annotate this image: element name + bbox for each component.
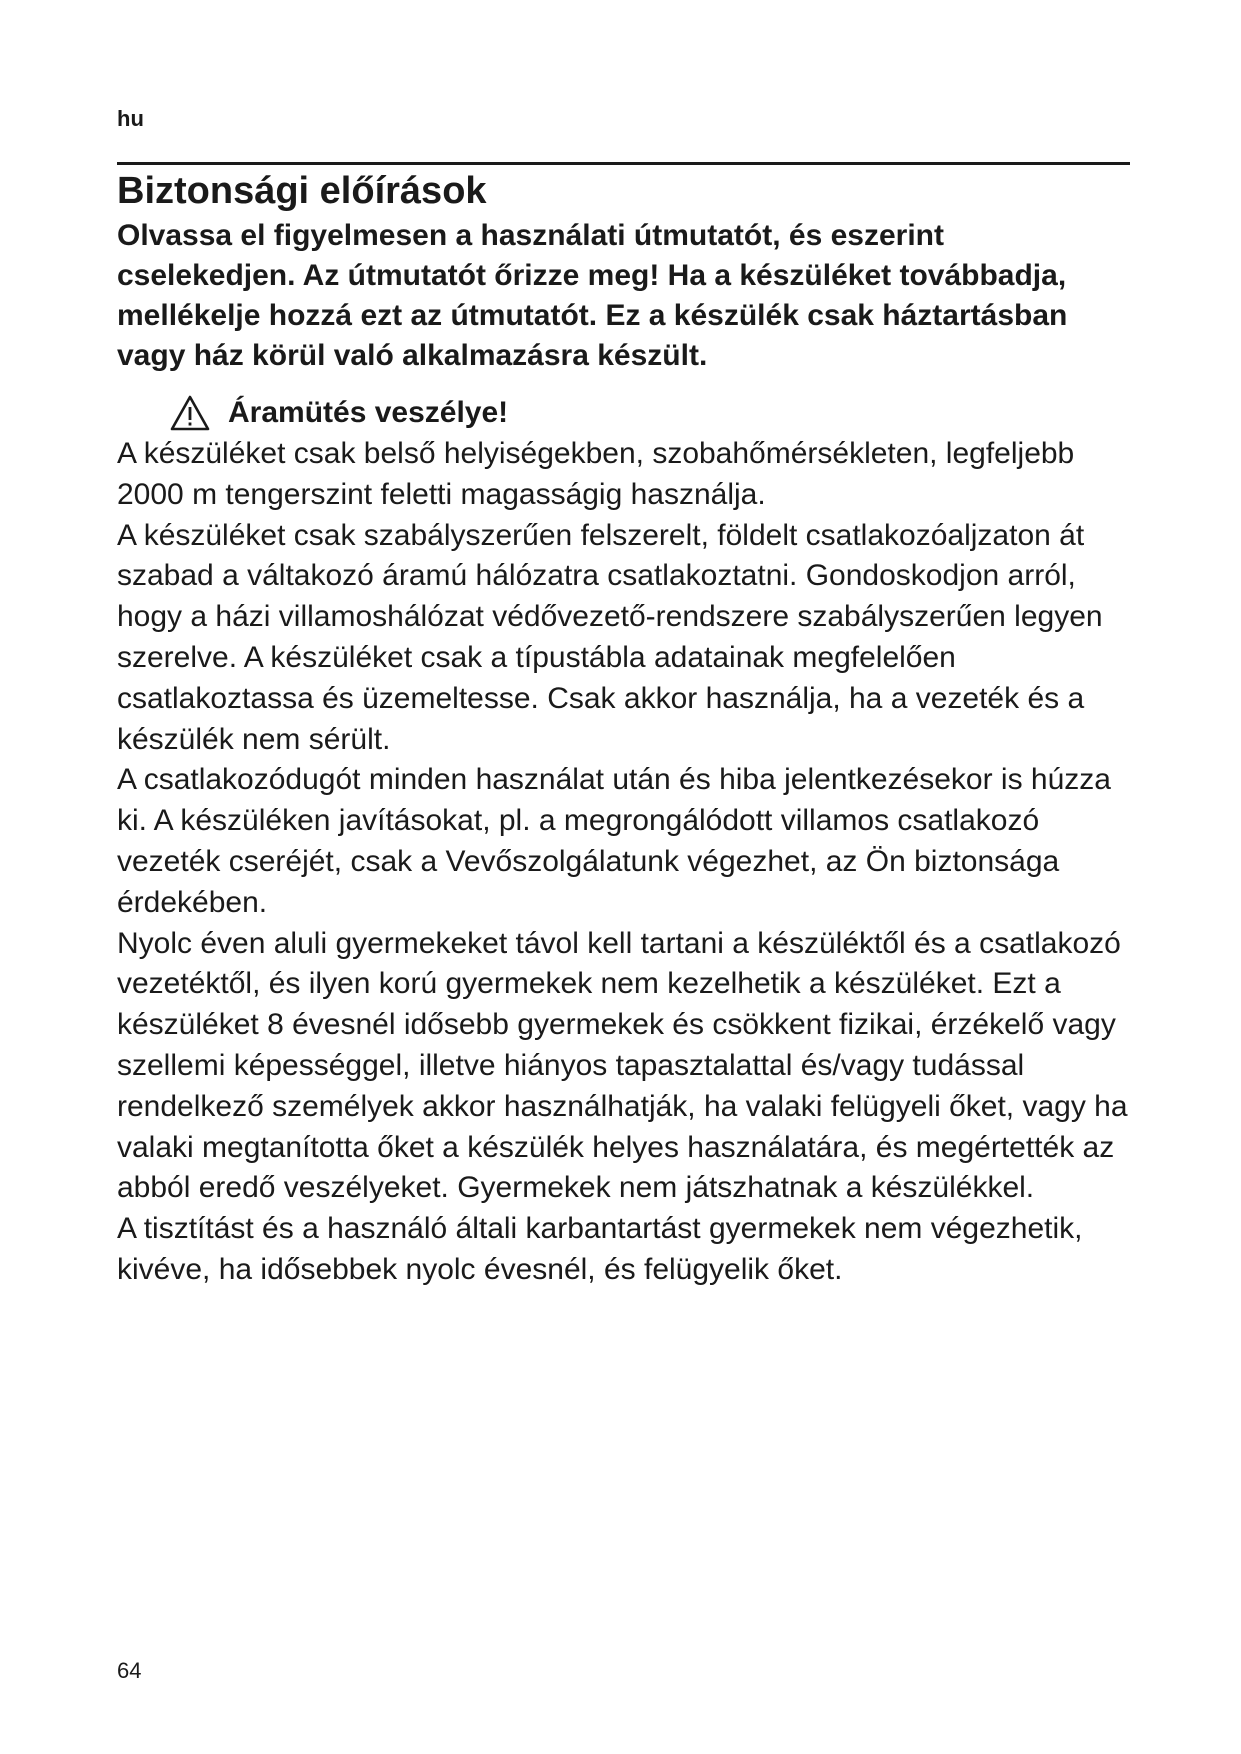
paragraph-indoor-use: A készüléket csak belső helyiségekben, szobahőmérsékleten, legfeljebb 2000 m tengerszint feletti magasságig használja. xyxy=(117,437,1075,511)
paragraph-children: Nyolc éven aluli gyermekeket távol kell tartani a készüléktől és a csatlakozó vezetéktől, és ilyen korú gyermekek nem kezelhetik a készüléket. Ezt a készüléket 8 évesnél idősebb gyermekek és csökkent fizikai, érzékelő vagy szellemi képességgel, illetve hiányos tapasztalattal és/vagy tudással rendelkező személyek akkor használhatják, ha valaki felügyeli őket, vagy ha valaki megtanította őket a készülék helyes használatára, és megértették az abból eredő veszélyeket. Gyermekek nem játszhatnak a készülékkel. xyxy=(117,926,1128,1205)
language-code: hu xyxy=(117,106,144,131)
paragraph-cleaning: A tisztítást és a használó általi karbantartást gyermekek nem végezhetik, kivéve, ha idősebbek nyolc évesnél, és felügyelik őket. xyxy=(117,1212,1083,1286)
paragraph-unplug-repairs: A csatlakozódugót minden használat után és hiba jelentkezésekor is húzza ki. A készüléken javításokat, pl. a megrongálódott villamos csatlakozó vezeték cseréjét, csak a Vevőszolgálatunk végezhet, az Ön biztonsága érdekében. xyxy=(117,763,1111,919)
warning-title: Áramütés veszélye! xyxy=(228,396,509,429)
intro-text: Olvassa el figyelmesen a használati útmutatót, és eszerint cselekedjen. Az útmutatót őrizze meg! Ha a készüléket továbbadja, mellékelje hozzá ezt az útmutatót. Ez a készülék csak háztartásban vagy ház körül való alkalmazásra készült. xyxy=(117,219,1068,372)
warning-triangle-icon xyxy=(170,395,210,431)
header-divider xyxy=(117,162,1130,165)
section-title: Biztonsági előírások xyxy=(117,170,487,212)
paragraph-connection: A készüléket csak szabályszerűen felszerelt, földelt csatlakozóaljzaton át szabad a váltakozó áramú hálózatra csatlakoztatni. Gondoskodjon arról, hogy a házi villamoshálózat védővezető-rendszere szabályszerűen legyen szerelve. A készüléket csak a típustábla adatainak megfelelően csatlakoztassa és üzemeltesse. Csak akkor használja, ha a vezeték és a készülék nem sérült. xyxy=(117,518,1103,756)
page-number: 64 xyxy=(117,1658,142,1683)
warning-heading xyxy=(170,393,508,433)
safety-body xyxy=(117,434,1132,1291)
